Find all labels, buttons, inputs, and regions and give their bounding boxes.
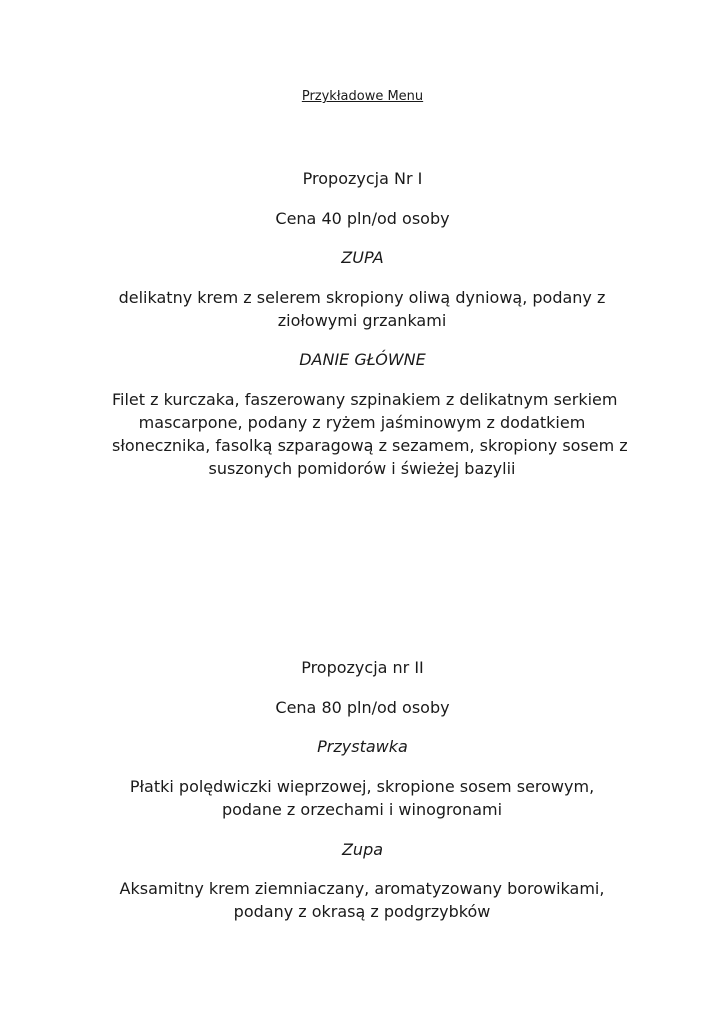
proposal-1-main-heading: DANIE GŁÓWNE — [299, 350, 426, 369]
proposal-2-soup-line: Aksamitny krem ziemniaczany, aromatyzowany borowikami, — [119, 879, 605, 898]
proposal-2-price: Cena 80 pln/od osoby — [275, 698, 450, 717]
proposal-1-main-line: mascarpone, podany z ryżem jaśminowym z dodatkiem — [138, 413, 586, 432]
proposal-2-soup-heading: Zupa — [341, 840, 384, 859]
proposal-2-starter-description — [112, 775, 612, 821]
proposal-1-main-line: suszonych pomidorów i świeżej bazylii — [208, 459, 516, 478]
proposal-2-starter-heading: Przystawka — [317, 737, 408, 756]
proposal-2-starter-line: Płatki polędwiczki wieprzowej, skropione sosem serowym, — [129, 777, 595, 796]
proposal-1-soup-description — [112, 286, 612, 332]
proposal-1-soup-heading: ZUPA — [341, 248, 384, 267]
proposal-1-title: Propozycja Nr I — [302, 169, 423, 188]
menu-title: Przykładowe Menu — [301, 89, 424, 104]
proposal-1-main-line: słonecznika, fasolką szparagową z sezamem, skropiony sosem z — [112, 436, 628, 455]
proposal-2-soup-line: podany z okrasą z podgrzybków — [233, 902, 491, 921]
proposal-1-main-description — [112, 388, 628, 480]
proposal-2-title: Propozycja nr II — [301, 658, 424, 677]
proposal-1-price: Cena 40 pln/od osoby — [275, 209, 450, 228]
proposal-2-soup-description — [112, 877, 612, 923]
proposal-1-soup-line: delikatny krem z selerem skropiony oliwą dyniową, podany z — [118, 288, 606, 307]
proposal-1-main-line: Filet z kurczaka, faszerowany szpinakiem z delikatnym serkiem — [112, 390, 618, 409]
proposal-2-starter-line: podane z orzechami i winogronami — [221, 800, 503, 819]
proposal-1-soup-line: ziołowymi grzankami — [277, 311, 447, 330]
